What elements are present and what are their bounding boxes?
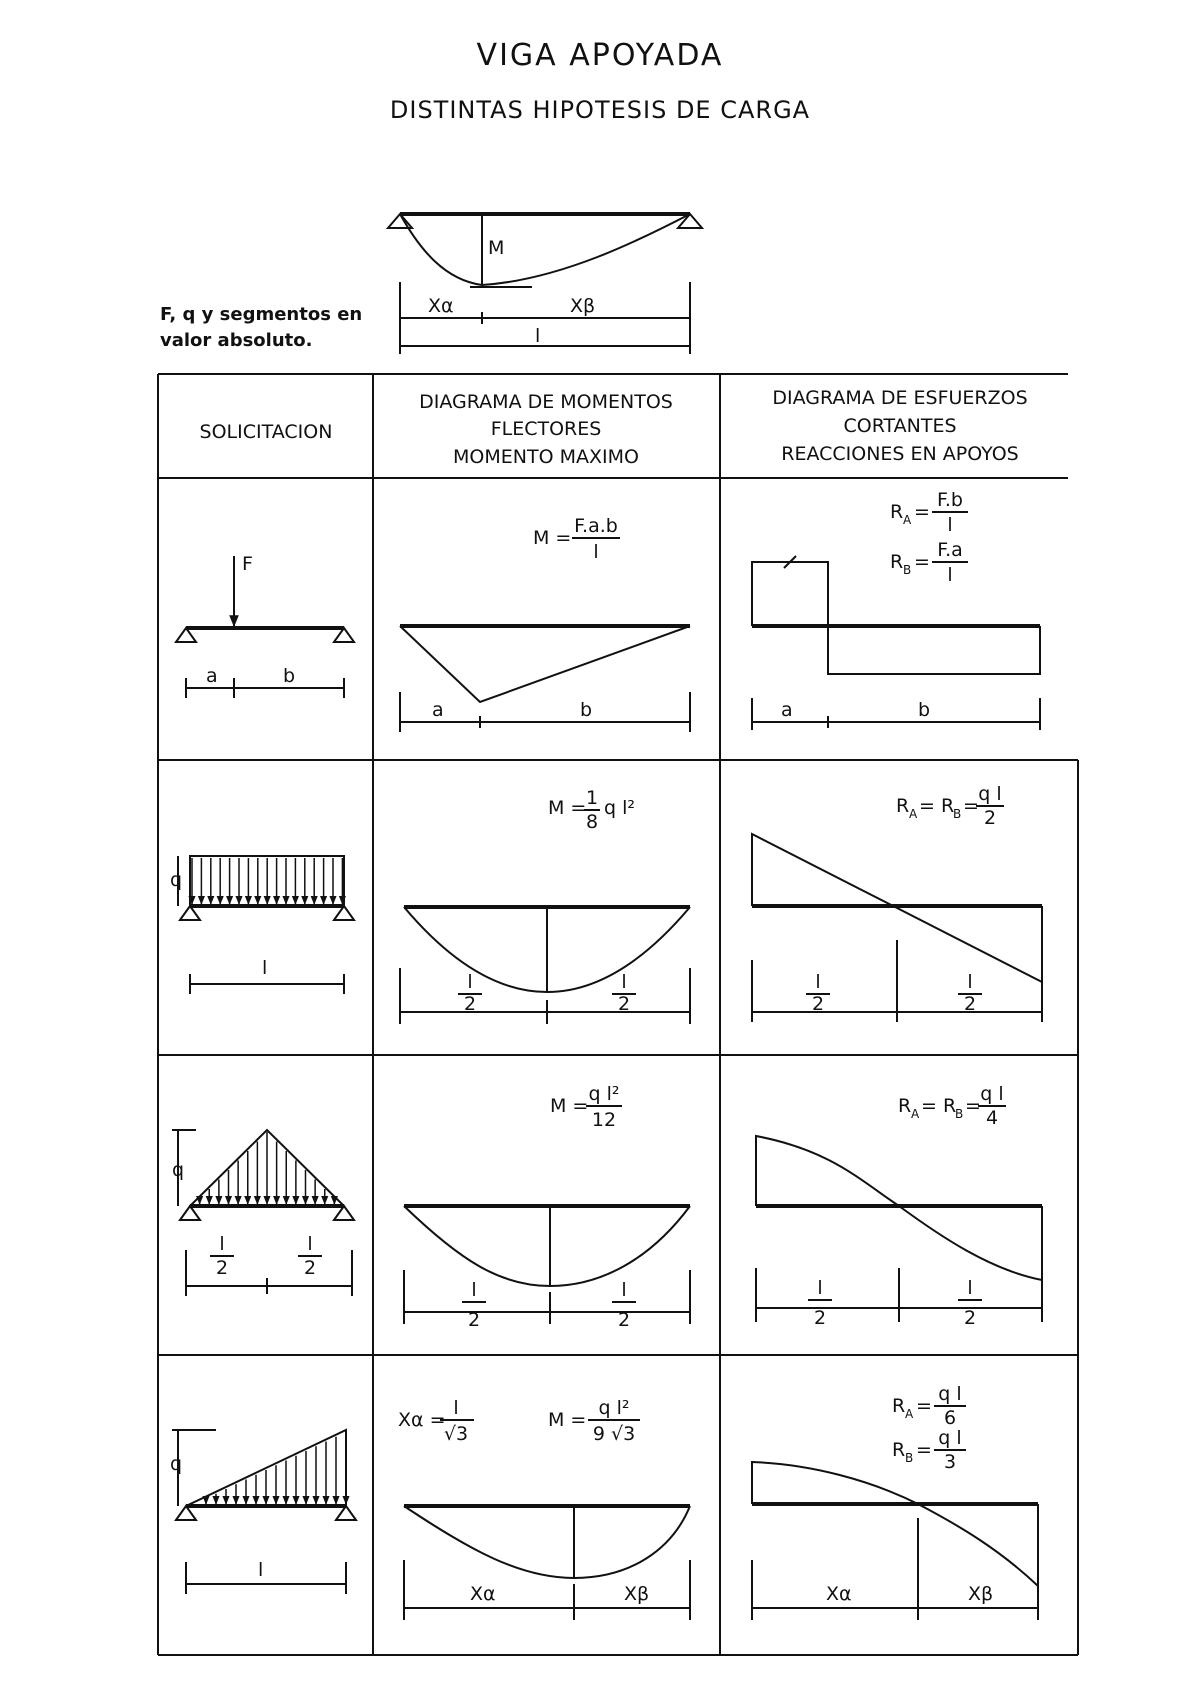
legend-moment-curve [400,214,690,285]
row-linear-load [170,1383,1038,1620]
row-triangular-load [172,1083,1042,1331]
r3-load-arrows [200,1132,335,1204]
header-shear-3: REACCIONES EN APOYOS [781,443,1019,465]
r4-m-xa: Xα [470,1583,496,1605]
r2-support-right [334,906,354,920]
r4-s-rb-num: q l [938,1427,962,1449]
r2-s-half-num-2: l [967,971,973,993]
r2-load-l: l [262,957,268,979]
r4-q-label: q [170,1453,183,1475]
r4-m-den: 9 √3 [592,1423,636,1445]
r4-s-rb-eq: = [916,1439,932,1461]
r1-ra-eq: = [914,501,930,523]
r4-s-rb-sub: B [905,1451,914,1465]
row-point-load [176,489,1040,732]
r4-s-diagram [752,1462,1038,1586]
r3-load-half-num-2: l [307,1233,313,1255]
page-subtitle: DISTINTAS HIPOTESIS DE CARGA [389,96,811,124]
r2-m-lhs: M = [548,797,587,819]
header-shear-1: DIAGRAMA DE ESFUERZOS [772,387,1028,409]
r4-s-ra-eq: = [916,1395,932,1417]
r4-s-rb: R [892,1439,906,1461]
r3-load-half-den-2: 2 [303,1257,317,1279]
r1-m-diagram [400,626,690,702]
r3-s-num: q l [980,1083,1004,1105]
r1-s-diagram [752,562,1040,674]
r4-s-ra-den: 6 [943,1407,957,1429]
r4-xa-num: l [453,1397,459,1419]
r2-m-half-num-1: l [467,971,473,993]
header-moment-1: DIAGRAMA DE MOMENTOS [419,391,673,413]
r1-f-label: F [242,553,253,575]
r3-s-half-den-2: 2 [963,1307,977,1329]
r3-load-half-num-1: l [219,1233,225,1255]
r3-m-half-den-1: 2 [467,1309,481,1331]
r3-s-eq: = [965,1095,981,1117]
r1-support-right [334,628,354,642]
r1-load-a: a [206,665,218,687]
r1-s-a: a [781,699,793,721]
table-header [200,387,1028,468]
r4-xa-lhs: Xα = [398,1409,446,1431]
r4-s-ra-num: q l [938,1383,962,1405]
r3-s-half-den-1: 2 [813,1307,827,1329]
r3-m-curve [404,1206,690,1286]
r4-support-left [176,1506,196,1520]
legend-support-right [678,214,702,228]
r1-load-b: b [283,665,296,687]
r2-m-half-num-2: l [621,971,627,993]
r1-rb: R [890,551,904,573]
r1-support-left [176,628,196,642]
r1-m-lhs: M = [533,527,572,549]
r2-s-num: q l [978,783,1002,805]
r2-q-label: q [170,869,183,891]
r4-s-rb-den: 3 [943,1451,957,1473]
r4-s-ra: R [892,1395,906,1417]
r3-s-ra-sub: A [911,1107,920,1121]
r4-m-lhs: M = [548,1409,587,1431]
r3-support-left [180,1206,200,1220]
r3-m-half-den-2: 2 [617,1309,631,1331]
r1-s-b: b [918,699,931,721]
r4-load-arrows [206,1432,346,1504]
r2-s-half-den-1: 2 [811,993,825,1015]
r3-m-lhs: M = [550,1095,589,1117]
r4-s-xa: Xα [826,1583,852,1605]
r3-m-half-num-1: l [471,1279,477,1301]
r1-rb-den: l [947,564,953,586]
r2-m-rest: q l² [604,797,635,819]
r4-m-xb: Xβ [624,1583,650,1605]
legend-m-label: M [488,237,505,259]
legend-l-label: l [535,325,541,347]
r1-ra-den: l [947,514,953,536]
r1-m-b: b [580,699,593,721]
header-moment-2: FLECTORES [490,418,602,440]
r3-s-den: 4 [985,1107,999,1129]
r1-rb-num: F.a [937,539,963,561]
note-line-2: valor absoluto. [160,330,313,351]
r4-support-right [336,1506,356,1520]
r3-m-half-num-2: l [621,1279,627,1301]
r1-ra-sub: A [903,513,912,527]
r1-rb-eq: = [914,551,930,573]
r2-s-ra-sub: A [909,807,918,821]
r4-s-xb: Xβ [968,1583,994,1605]
r2-s-eq: = [963,795,979,817]
r4-s-ra-sub: A [905,1407,914,1421]
legend-xb-label: Xβ [570,295,596,317]
row-uniform-load [170,783,1042,1024]
r2-s-den: 2 [983,807,997,829]
header-solicitacion: SOLICITACION [199,421,333,443]
r3-m-num: q l² [588,1083,620,1105]
r4-m-num: q l² [598,1397,630,1419]
legend-support-left [388,214,412,228]
r2-s-rb-sub: B [953,807,962,821]
r3-m-den: 12 [591,1109,617,1131]
legend-xa-label: Xα [428,295,454,317]
r3-s-mid: = R [921,1095,957,1117]
r2-m-frac-num: 1 [585,787,599,809]
r3-q-label: q [172,1159,185,1181]
r2-m-frac-den: 8 [585,811,599,833]
r2-s-half-num-1: l [815,971,821,993]
r2-load-arrows [192,858,342,904]
r3-support-right [334,1206,354,1220]
r2-m-half-den-2: 2 [617,993,631,1015]
r1-m-num: F.a.b [574,515,618,537]
r2-s-mid: = R [919,795,955,817]
r2-s-half-den-2: 2 [963,993,977,1015]
header-moment-3: MOMENTO MAXIMO [453,446,639,468]
r3-s-half-num-1: l [817,1277,823,1299]
r1-rb-sub: B [903,563,912,577]
r4-m-curve [404,1506,690,1578]
r2-s-ra: R [896,795,910,817]
header-shear-2: CORTANTES [843,415,957,437]
legend-diagram [388,214,702,354]
r3-load-half-den-1: 2 [215,1257,229,1279]
r3-s-rb-sub: B [955,1107,964,1121]
note-line-1: F, q y segmentos en [160,304,363,325]
r2-support-left [180,906,200,920]
r3-s-ra: R [898,1095,912,1117]
r2-m-half-den-1: 2 [463,993,477,1015]
r1-m-a: a [432,699,444,721]
r4-load-l: l [258,1559,264,1581]
r1-ra-num: F.b [937,489,963,511]
page-title: VIGA APOYADA [476,38,724,73]
r1-m-den: l [593,541,599,563]
r4-xa-den: √3 [443,1423,469,1445]
r1-ra: R [890,501,904,523]
r3-s-half-num-2: l [967,1277,973,1299]
